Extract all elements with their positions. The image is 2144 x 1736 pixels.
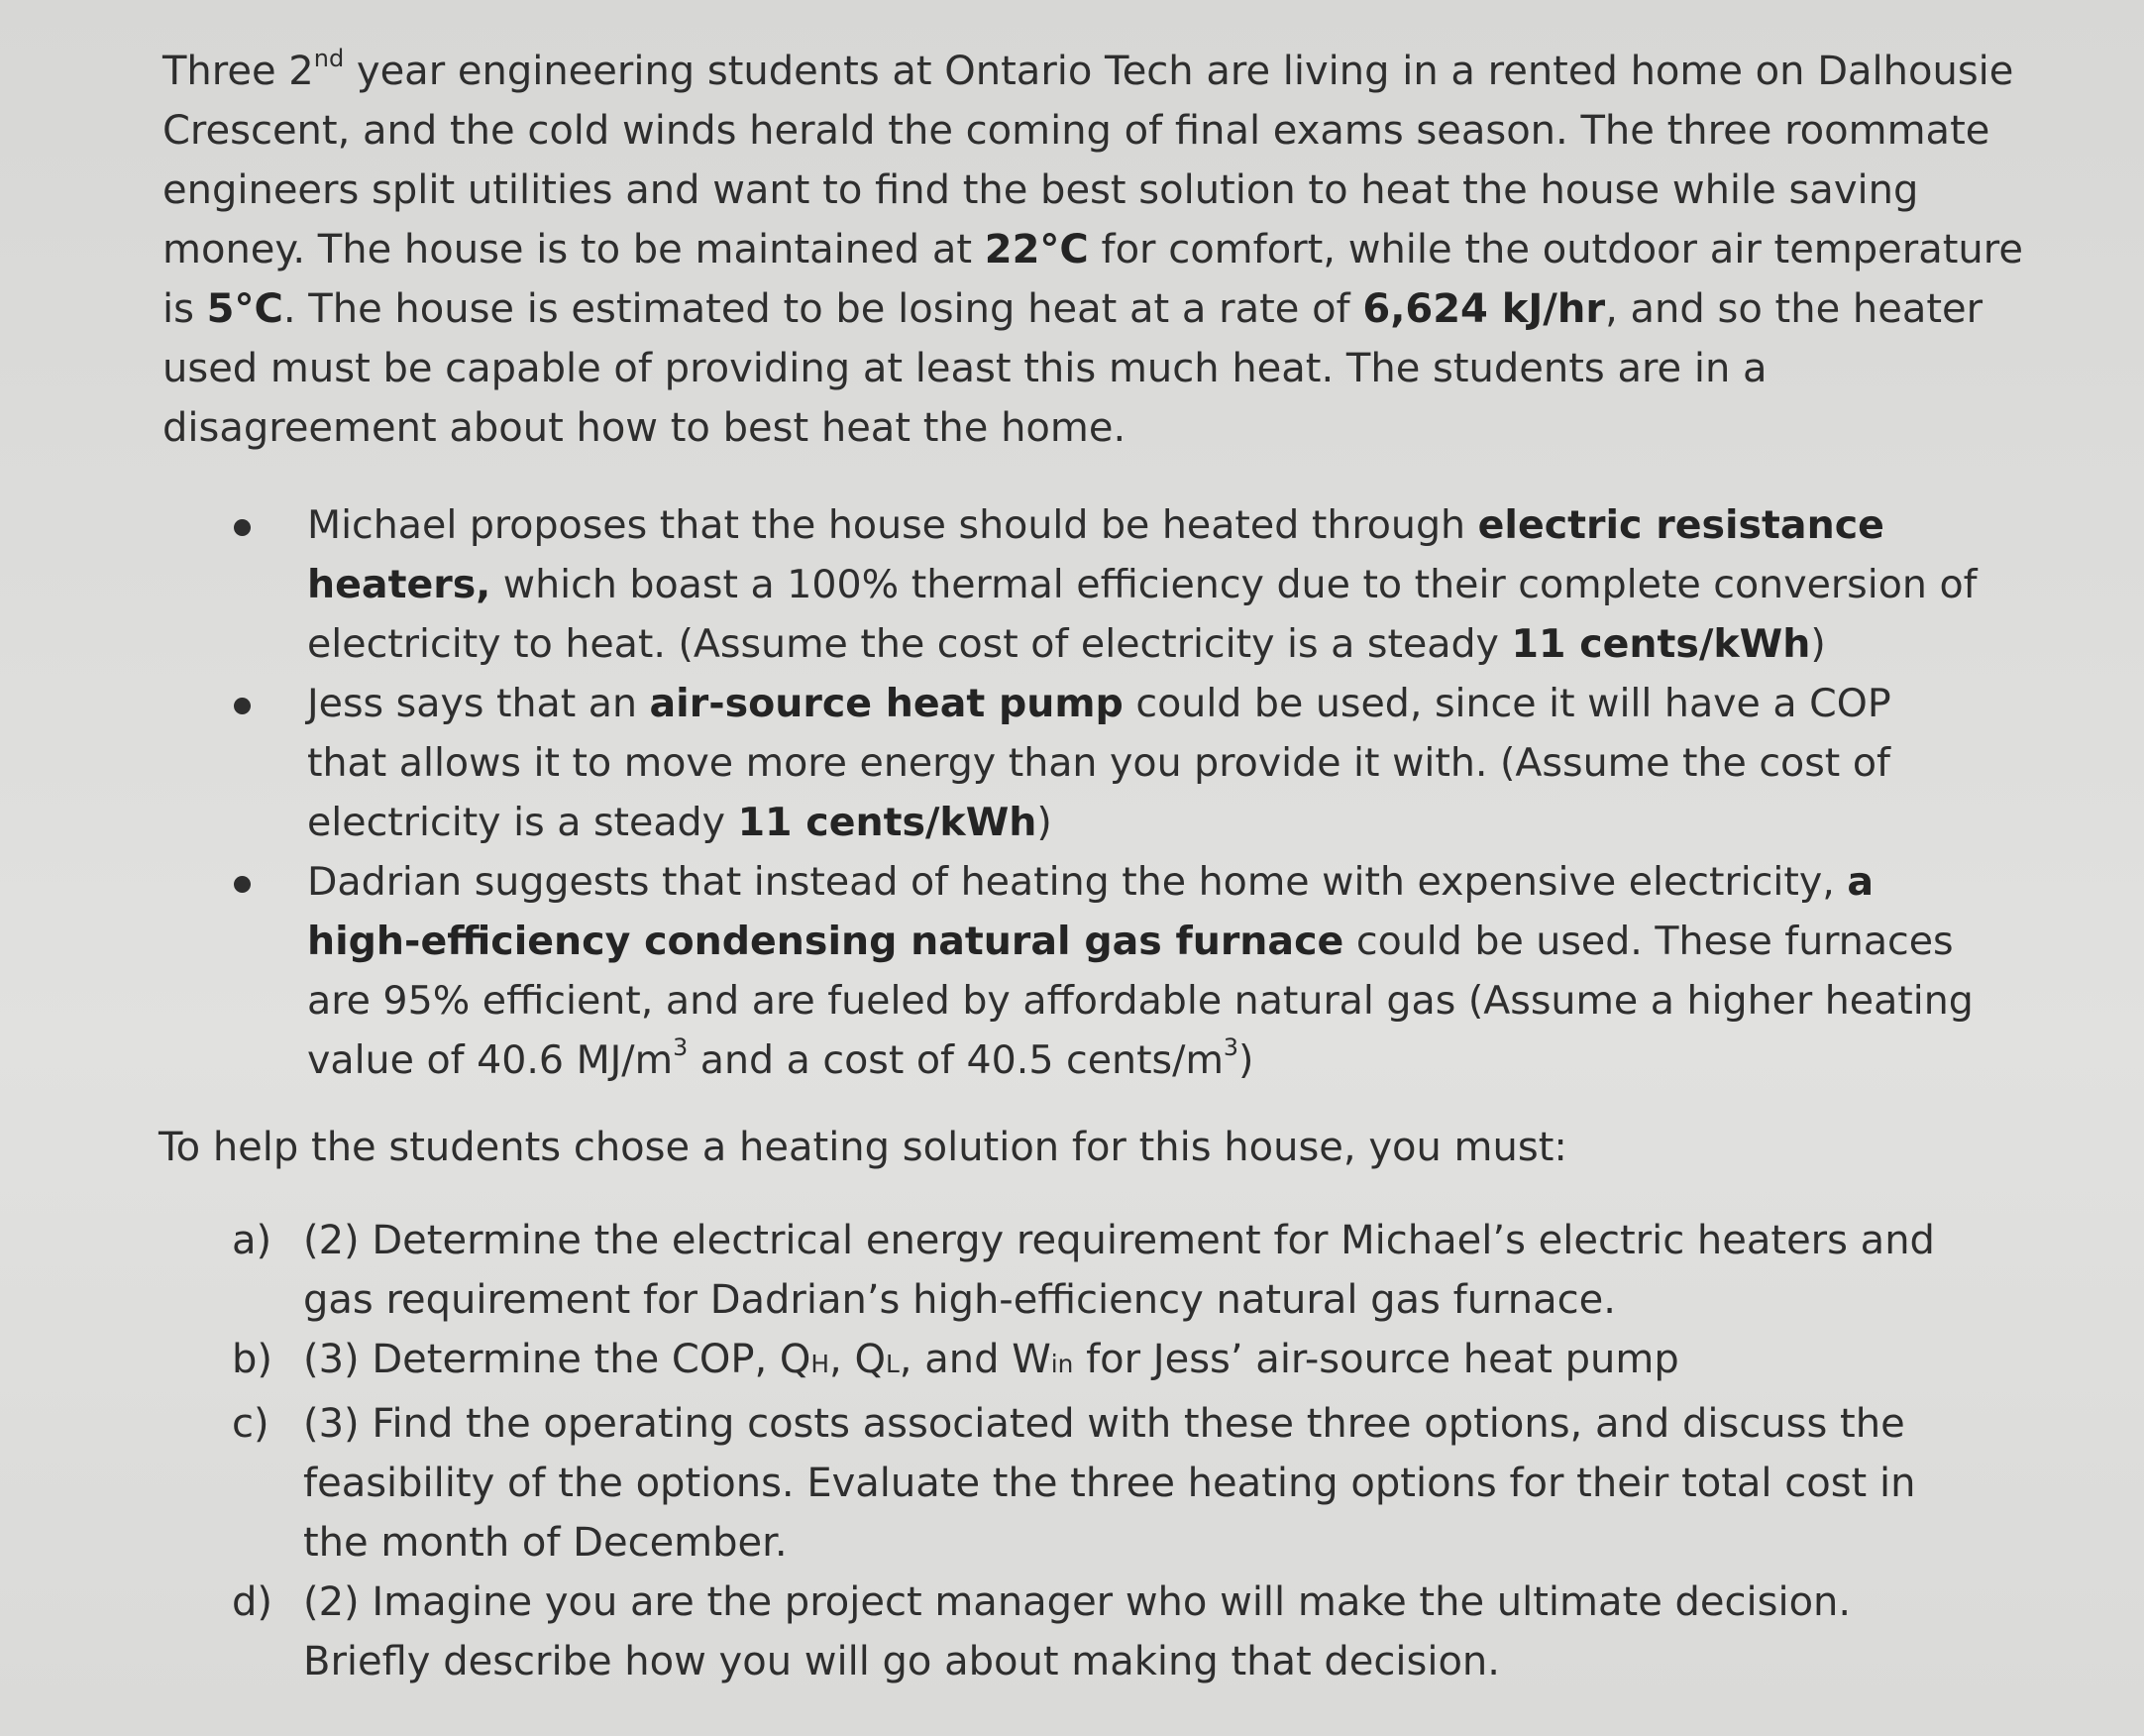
proposal-text: Dadrian suggests that instead of heating the home with expensive electricity, bbox=[307, 859, 1848, 905]
question-label: a) bbox=[232, 1218, 272, 1263]
bullet-icon bbox=[234, 519, 251, 536]
question-a bbox=[0, 1211, 1978, 1330]
question-text: , Q bbox=[829, 1337, 886, 1382]
intro-text: for comfort, while the outdoor air temperature is bbox=[162, 227, 2023, 332]
proposal-dadrian bbox=[0, 852, 1982, 1090]
intro-text: . The house is estimated to be losing heat at a rate of bbox=[282, 286, 1363, 332]
proposal-text: could be used, since it will have a COP that allows it to move more energy than you provide it with. (Assume the cost of electricity is a steady bbox=[307, 681, 1891, 845]
question-label: b) bbox=[232, 1337, 272, 1382]
proposal-highlight: electric resistance heaters, bbox=[307, 502, 1884, 607]
proposal-text: ) bbox=[1238, 1037, 1254, 1083]
proposal-text: Michael proposes that the house should be heated through bbox=[307, 502, 1478, 548]
ordinal-superscript: nd bbox=[313, 45, 345, 72]
indoor-temperature: 22°C bbox=[984, 227, 1089, 272]
intro-text: year engineering students at Ontario Tech are living in a rented home on Dalhousie Crescent, and the cold winds herald the coming of final exams season. The three roommate engineers split utilities and want to find the best solution to heat the house while saving money. The house is to be maintained at bbox=[162, 49, 2014, 272]
question-text: (2) Imagine you are the project manager who will make the ultimate decision. Briefly describe how you will go about making that decision. bbox=[303, 1579, 1852, 1684]
unit-superscript: 3 bbox=[1223, 1033, 1238, 1062]
electricity-cost: 11 cents/kWh bbox=[737, 800, 1037, 845]
subscript: L bbox=[885, 1350, 900, 1378]
proposal-text: could be used. These furnaces are 95% efficient, and are fueled by affordable natural gas (Assume a higher heating value of 40.6 MJ/m bbox=[307, 919, 1974, 1083]
subscript: in bbox=[1050, 1350, 1074, 1378]
proposal-text: and a cost of 40.5 cents/m bbox=[688, 1037, 1224, 1083]
question-list bbox=[0, 1211, 2144, 1691]
proposal-highlight: a high-efficiency condensing natural gas furnace bbox=[307, 859, 1875, 964]
proposal-text: which boast a 100% thermal efficiency due to their complete conversion of electricity to heat. (Assume the cost of electricity is a steady bbox=[307, 562, 1978, 667]
task-prompt: To help the students chose a heating solution for this house, you must: bbox=[159, 1125, 1567, 1170]
question-text: for Jess’ air-source heat pump bbox=[1073, 1337, 1679, 1382]
proposal-text: ) bbox=[1036, 800, 1052, 845]
proposal-michael bbox=[0, 495, 1982, 674]
question-text: (2) Determine the electrical energy requirement for Michael’s electric heaters and gas requirement for Dadrian’s high-efficiency natural gas furnace. bbox=[303, 1218, 1935, 1323]
question-text: (3) Find the operating costs associated with these three options, and discuss the feasibility of the options. Evaluate the three heating options for their total cost in the month of December. bbox=[303, 1401, 1916, 1566]
question-label: d) bbox=[232, 1579, 272, 1625]
question-text: , and W bbox=[899, 1337, 1051, 1382]
bullet-icon bbox=[234, 698, 251, 714]
proposal-text: Jess says that an bbox=[307, 681, 650, 726]
electricity-cost: 11 cents/kWh bbox=[1511, 621, 1811, 667]
question-text: (3) Determine the COP, Q bbox=[303, 1337, 811, 1382]
subscript: H bbox=[810, 1350, 830, 1378]
question-d bbox=[0, 1573, 1978, 1691]
bullet-icon bbox=[234, 876, 251, 893]
heat-loss-rate: 6,624 kJ/hr bbox=[1362, 286, 1606, 332]
outdoor-temperature: 5°C bbox=[206, 286, 283, 332]
proposal-list bbox=[0, 495, 2144, 1090]
question-b bbox=[0, 1330, 1978, 1394]
proposal-highlight: air-source heat pump bbox=[649, 681, 1124, 726]
unit-superscript: 3 bbox=[673, 1033, 689, 1062]
proposal-text: ) bbox=[1810, 621, 1826, 667]
intro-text: Three 2 bbox=[162, 49, 314, 94]
question-label: c) bbox=[232, 1401, 269, 1447]
proposal-jess bbox=[0, 674, 1982, 852]
question-c bbox=[0, 1394, 1978, 1573]
intro-paragraph bbox=[162, 42, 2025, 458]
intro-text: , and so the heater used must be capable of providing at least this much heat. The students are in a disagreement about how to best heat the home. bbox=[162, 286, 1983, 451]
